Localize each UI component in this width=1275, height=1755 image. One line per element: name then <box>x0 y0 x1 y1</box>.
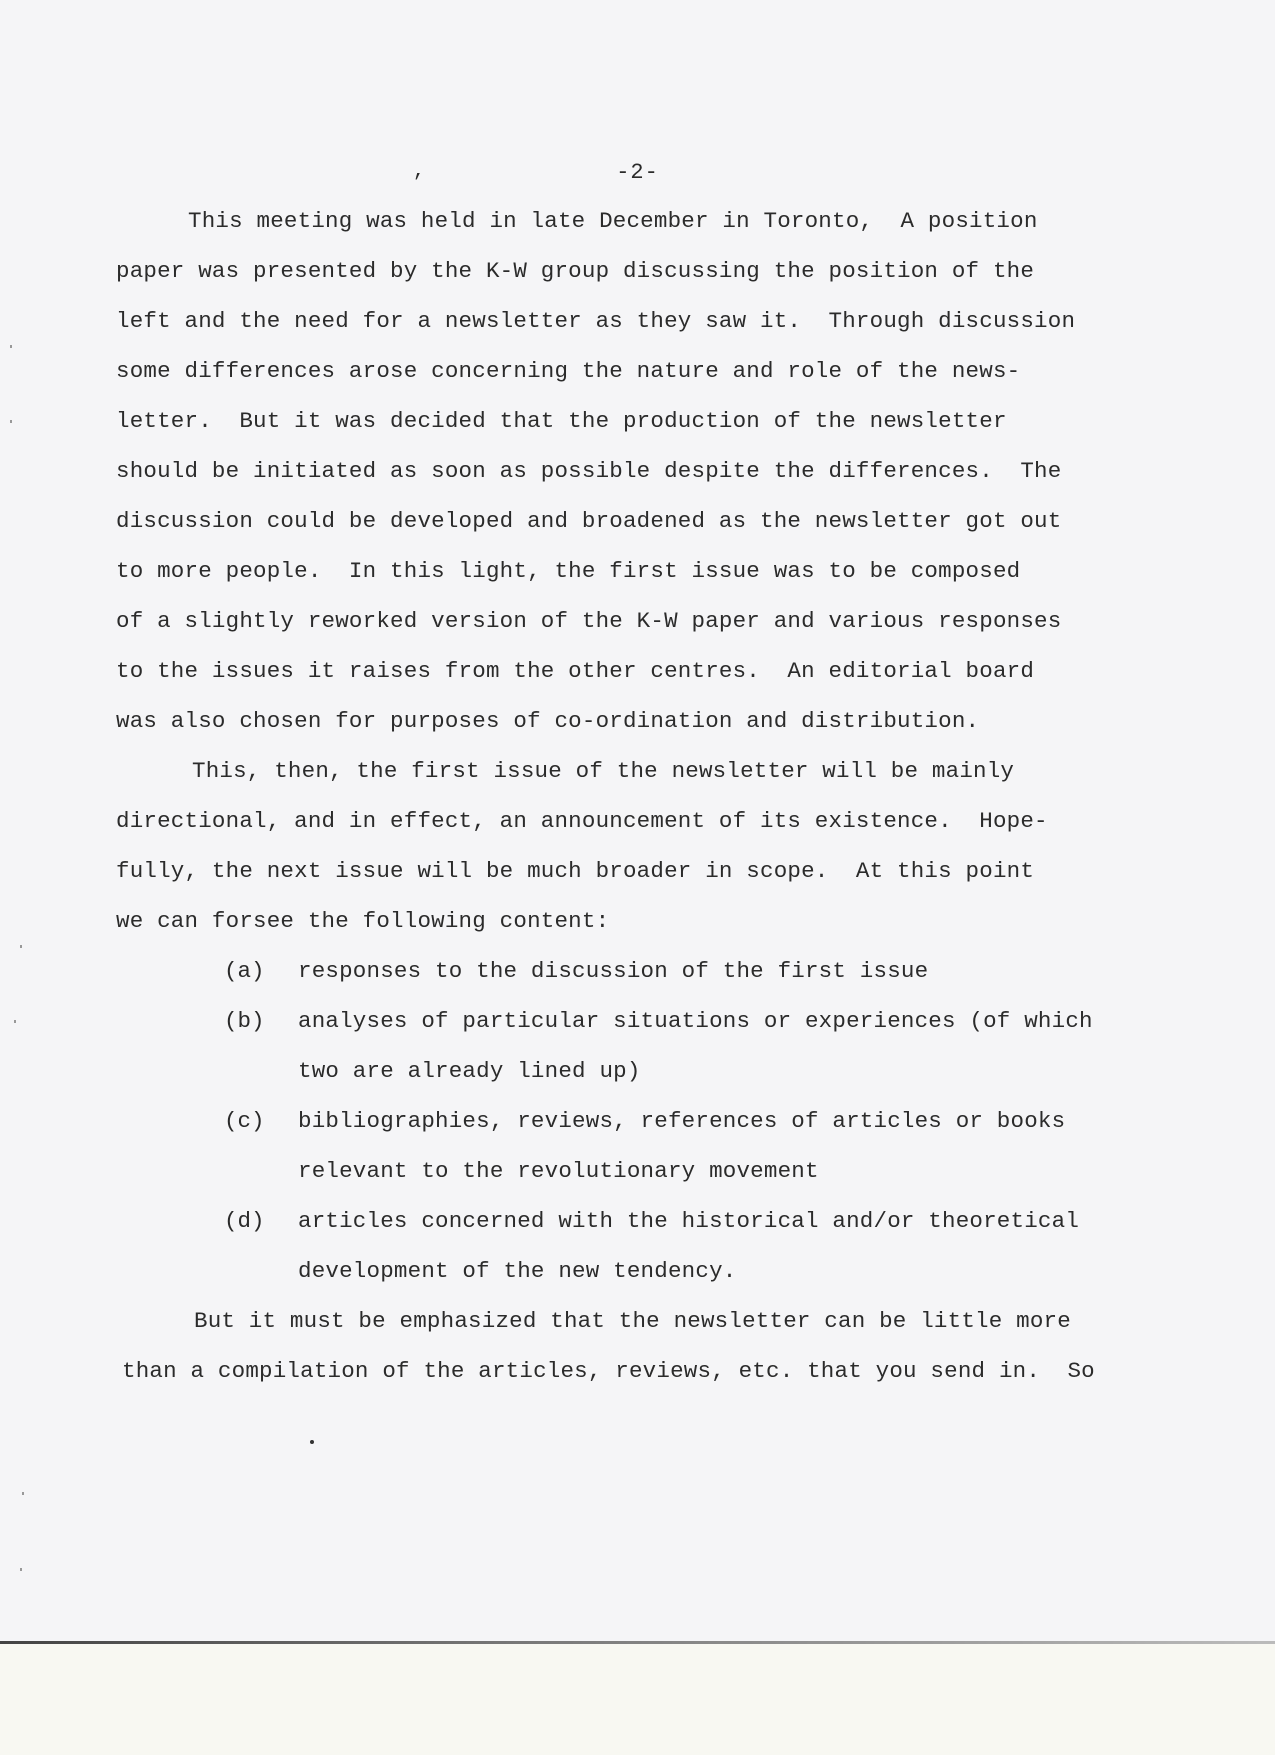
paragraph-1-line: was also chosen for purposes of co-ordination and distribution. <box>116 708 980 734</box>
paragraph-2-line: This, then, the first issue of the newsletter will be mainly <box>192 758 1015 784</box>
list-item-text: relevant to the revolutionary movement <box>298 1158 819 1184</box>
paragraph-1-line: should be initiated as soon as possible despite the differences. The <box>116 458 1062 484</box>
paragraph-1-line: left and the need for a newsletter as they saw it. Through discussion <box>116 308 1076 334</box>
margin-speck <box>10 345 12 348</box>
list-item-label: (b) <box>224 1008 265 1034</box>
paragraph-1-line: to more people. In this light, the first issue was to be composed <box>116 558 1021 584</box>
stray-mark: , <box>413 160 426 183</box>
paragraph-1-line: letter. But it was decided that the production of the newsletter <box>116 408 1007 434</box>
paragraph-2-line: directional, and in effect, an announcement of its existence. Hope- <box>116 808 1048 834</box>
paragraph-1-line: discussion could be developed and broadened as the newsletter got out <box>116 508 1062 534</box>
list-item-label: (d) <box>224 1208 265 1234</box>
margin-speck <box>14 1020 16 1023</box>
list-item-text: bibliographies, reviews, references of articles or books <box>298 1108 1066 1134</box>
list-item-text: development of the new tendency. <box>298 1258 737 1284</box>
closing-paragraph-line: than a compilation of the articles, reviews, etc. that you send in. So <box>122 1358 1095 1384</box>
list-item-label: (a) <box>224 958 265 984</box>
paragraph-2-line: we can forsee the following content: <box>116 908 610 934</box>
list-item-label: (c) <box>224 1108 265 1134</box>
paragraph-1-line: paper was presented by the K-W group discussing the position of the <box>116 258 1035 284</box>
paragraph-1-line: to the issues it raises from the other centres. An editorial board <box>116 658 1035 684</box>
list-item-text: articles concerned with the historical and/or theoretical <box>298 1208 1080 1234</box>
list-item-text: responses to the discussion of the first issue <box>298 958 929 984</box>
list-item-text: analyses of particular situations or experiences (of which <box>298 1008 1093 1034</box>
paragraph-1-line: some differences arose concerning the nature and role of the news- <box>116 358 1021 384</box>
margin-speck <box>10 420 12 423</box>
closing-paragraph-line: But it must be emphasized that the newsletter can be little more <box>194 1308 1071 1334</box>
page-number: -2- <box>616 160 659 185</box>
paragraph-2-line: fully, the next issue will be much broader in scope. At this point <box>116 858 1035 884</box>
paragraph-1-line: of a slightly reworked version of the K-W paper and various responses <box>116 608 1062 634</box>
paragraph-1-line: This meeting was held in late December in Toronto, A position <box>188 208 1038 234</box>
margin-speck <box>20 1568 22 1571</box>
list-item-text: two are already lined up) <box>298 1058 641 1084</box>
margin-speck <box>20 945 22 948</box>
underlying-sheet <box>0 1644 1275 1755</box>
margin-speck <box>22 1492 24 1495</box>
ink-dot <box>310 1440 314 1444</box>
